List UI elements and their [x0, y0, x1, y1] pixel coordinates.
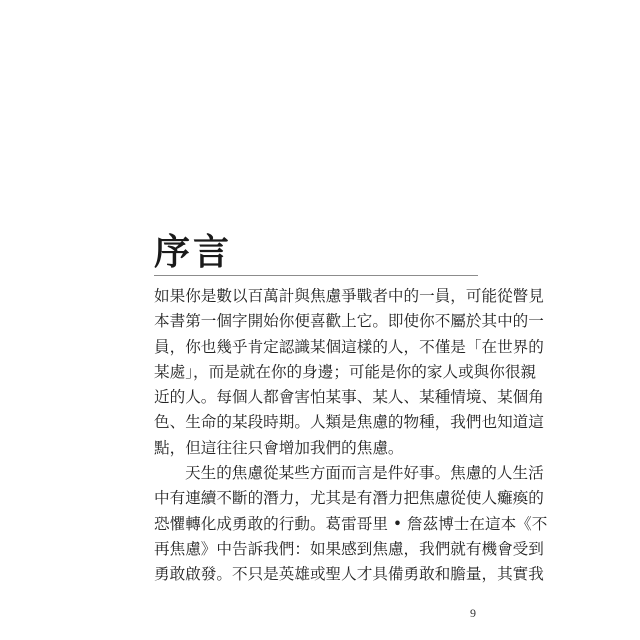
chapter-title: 序言 — [154, 231, 233, 273]
text-line: 本書第一個字開始你便喜歡上它。即使你不屬於其中的一 — [154, 312, 544, 331]
body-text — [154, 284, 548, 588]
page-number: 9 — [470, 606, 476, 620]
paragraph-2 — [154, 461, 548, 587]
text-line: 中有連續不斷的潛力，尤其是有潛力把焦慮從使人癱瘓的 — [154, 489, 544, 508]
title-underline — [154, 275, 478, 276]
text-line: 員，你也幾乎肯定認識某個這樣的人，不僅是「在世界的 — [154, 337, 544, 356]
text-line: 點，但這往往只會增加我們的焦慮。 — [154, 438, 404, 457]
text-line: 恐懼轉化成勇敢的行動。葛雷哥里 • 詹茲博士在這本《不 — [154, 514, 548, 533]
text-line: 近的人。每個人都會害怕某事、某人、某種情境、某個角 — [154, 388, 544, 407]
text-line: 天生的焦慮從某些方面而言是件好事。焦慮的人生活 — [185, 464, 544, 483]
text-line: 某處」，而是就在你的身邊；可能是你的家人或與你很親 — [154, 362, 537, 381]
text-line: 勇敢啟發。不只是英雄或聖人才具備勇敢和膽量，其實我 — [154, 565, 544, 584]
text-line: 如果你是數以百萬計與焦慮爭戰者中的一員，可能從瞥見 — [154, 287, 544, 305]
paragraph-1 — [154, 284, 544, 461]
text-line: 再焦慮》中告訴我們：如果感到焦慮，我們就有機會受到 — [154, 539, 544, 558]
text-line: 色、生命的某段時期。人類是焦慮的物種，我們也知道這 — [154, 413, 544, 432]
